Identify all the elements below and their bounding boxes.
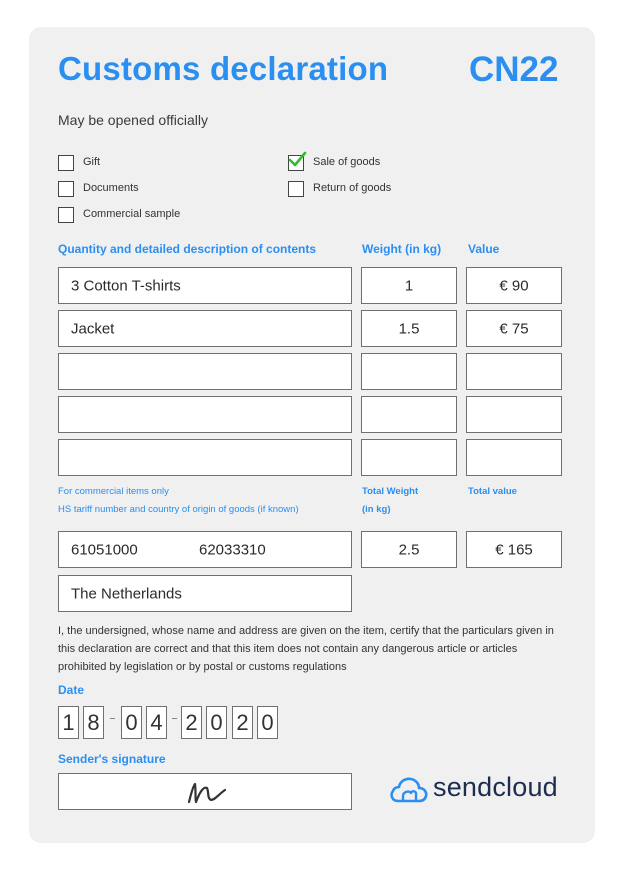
item-5-value-field[interactable] bbox=[466, 439, 562, 476]
item-1-description: 3 Cotton T-shirts bbox=[71, 277, 181, 294]
item-5-weight-field[interactable] bbox=[361, 439, 457, 476]
handwritten-signature bbox=[183, 780, 231, 806]
item-5-description-field[interactable] bbox=[58, 439, 352, 476]
item-1-value: € 90 bbox=[499, 277, 529, 294]
total-weight-value: 2.5 bbox=[398, 541, 420, 558]
weight-column-header: Weight (in kg) bbox=[362, 242, 442, 256]
date-digit-month-1[interactable]: 0 bbox=[121, 706, 142, 739]
total-value-label: Total value bbox=[468, 486, 517, 497]
item-1-value-field[interactable] bbox=[466, 267, 562, 304]
date-digit-day-2[interactable]: 8 bbox=[83, 706, 104, 739]
country-of-origin-field[interactable] bbox=[58, 575, 352, 612]
country-of-origin: The Netherlands bbox=[71, 585, 182, 602]
item-4-weight-field[interactable] bbox=[361, 396, 457, 433]
signature-field[interactable] bbox=[58, 773, 352, 810]
item-2-value: € 75 bbox=[499, 320, 529, 337]
date-digit-year-3[interactable]: 2 bbox=[232, 706, 253, 739]
item-1-weight-field[interactable] bbox=[361, 267, 457, 304]
gift-label: Gift bbox=[83, 156, 101, 168]
hs-code-2: 62033310 bbox=[199, 541, 266, 558]
date-digit-day-1[interactable]: 1 bbox=[58, 706, 79, 739]
item-4-description-field[interactable] bbox=[58, 396, 352, 433]
total-value-field[interactable] bbox=[466, 531, 562, 568]
total-weight-field[interactable] bbox=[361, 531, 457, 568]
declaration-text bbox=[58, 622, 570, 676]
return-of-goods-checkbox[interactable] bbox=[288, 181, 304, 197]
date-digit-year-4[interactable]: 0 bbox=[257, 706, 278, 739]
description-column-header: Quantity and detailed description of contents bbox=[58, 242, 317, 256]
item-2-description-field[interactable] bbox=[58, 310, 352, 347]
item-3-value-field[interactable] bbox=[466, 353, 562, 390]
date-digit-year-1[interactable]: 2 bbox=[181, 706, 202, 739]
item-2-weight-field[interactable] bbox=[361, 310, 457, 347]
item-3-weight-field[interactable] bbox=[361, 353, 457, 390]
total-weight-label: Total Weight bbox=[362, 486, 419, 497]
sale-of-goods-checkbox[interactable] bbox=[288, 155, 304, 171]
date-digit-year-2[interactable]: 0 bbox=[206, 706, 227, 739]
item-1-description-field[interactable] bbox=[58, 267, 352, 304]
value-column-header: Value bbox=[468, 242, 500, 256]
customs-form-card bbox=[29, 27, 595, 843]
date-digit-month-2[interactable]: 4 bbox=[146, 706, 167, 739]
item-1-weight: 1 bbox=[404, 277, 414, 294]
return-of-goods-label: Return of goods bbox=[313, 182, 392, 194]
signature-label: Sender's signature bbox=[58, 752, 166, 766]
form-subtitle: May be opened officially bbox=[58, 112, 208, 128]
declaration-line-3: prohibited by legislation or by postal or customs regulations bbox=[58, 661, 347, 673]
item-4-value-field[interactable] bbox=[466, 396, 562, 433]
checkmark-icon bbox=[287, 150, 307, 170]
date-separator bbox=[172, 718, 177, 719]
declaration-line-2: this declaration are correct and that this item does not contain any dangerous article or articles bbox=[58, 643, 518, 655]
form-code: CN22 bbox=[469, 50, 559, 89]
hs-tariff-field[interactable] bbox=[58, 531, 352, 568]
commercial-note: For commercial items only bbox=[58, 486, 169, 497]
item-2-description: Jacket bbox=[71, 320, 115, 337]
declaration-line-1: I, the undersigned, whose name and address are given on the item, certify that the particulars given in bbox=[58, 625, 554, 637]
total-weight-unit-label: (in kg) bbox=[362, 504, 391, 515]
item-2-weight: 1.5 bbox=[398, 320, 420, 337]
cloud-logo-icon bbox=[389, 776, 429, 804]
item-3-description-field[interactable] bbox=[58, 353, 352, 390]
gift-checkbox[interactable] bbox=[58, 155, 74, 171]
sale-of-goods-label: Sale of goods bbox=[313, 156, 381, 168]
commercial-sample-checkbox[interactable] bbox=[58, 207, 74, 223]
commercial-sample-label: Commercial sample bbox=[83, 208, 181, 220]
hs-tariff-note: HS tariff number and country of origin of goods (if known) bbox=[58, 504, 299, 515]
total-value-value: € 165 bbox=[495, 541, 533, 558]
documents-checkbox[interactable] bbox=[58, 181, 74, 197]
date-label: Date bbox=[58, 683, 85, 697]
form-title: Customs declaration bbox=[58, 50, 389, 87]
brand-name: sendcloud bbox=[433, 772, 558, 802]
item-2-value-field[interactable] bbox=[466, 310, 562, 347]
hs-code-1: 61051000 bbox=[71, 541, 138, 558]
date-separator bbox=[110, 718, 115, 719]
documents-label: Documents bbox=[83, 182, 139, 194]
